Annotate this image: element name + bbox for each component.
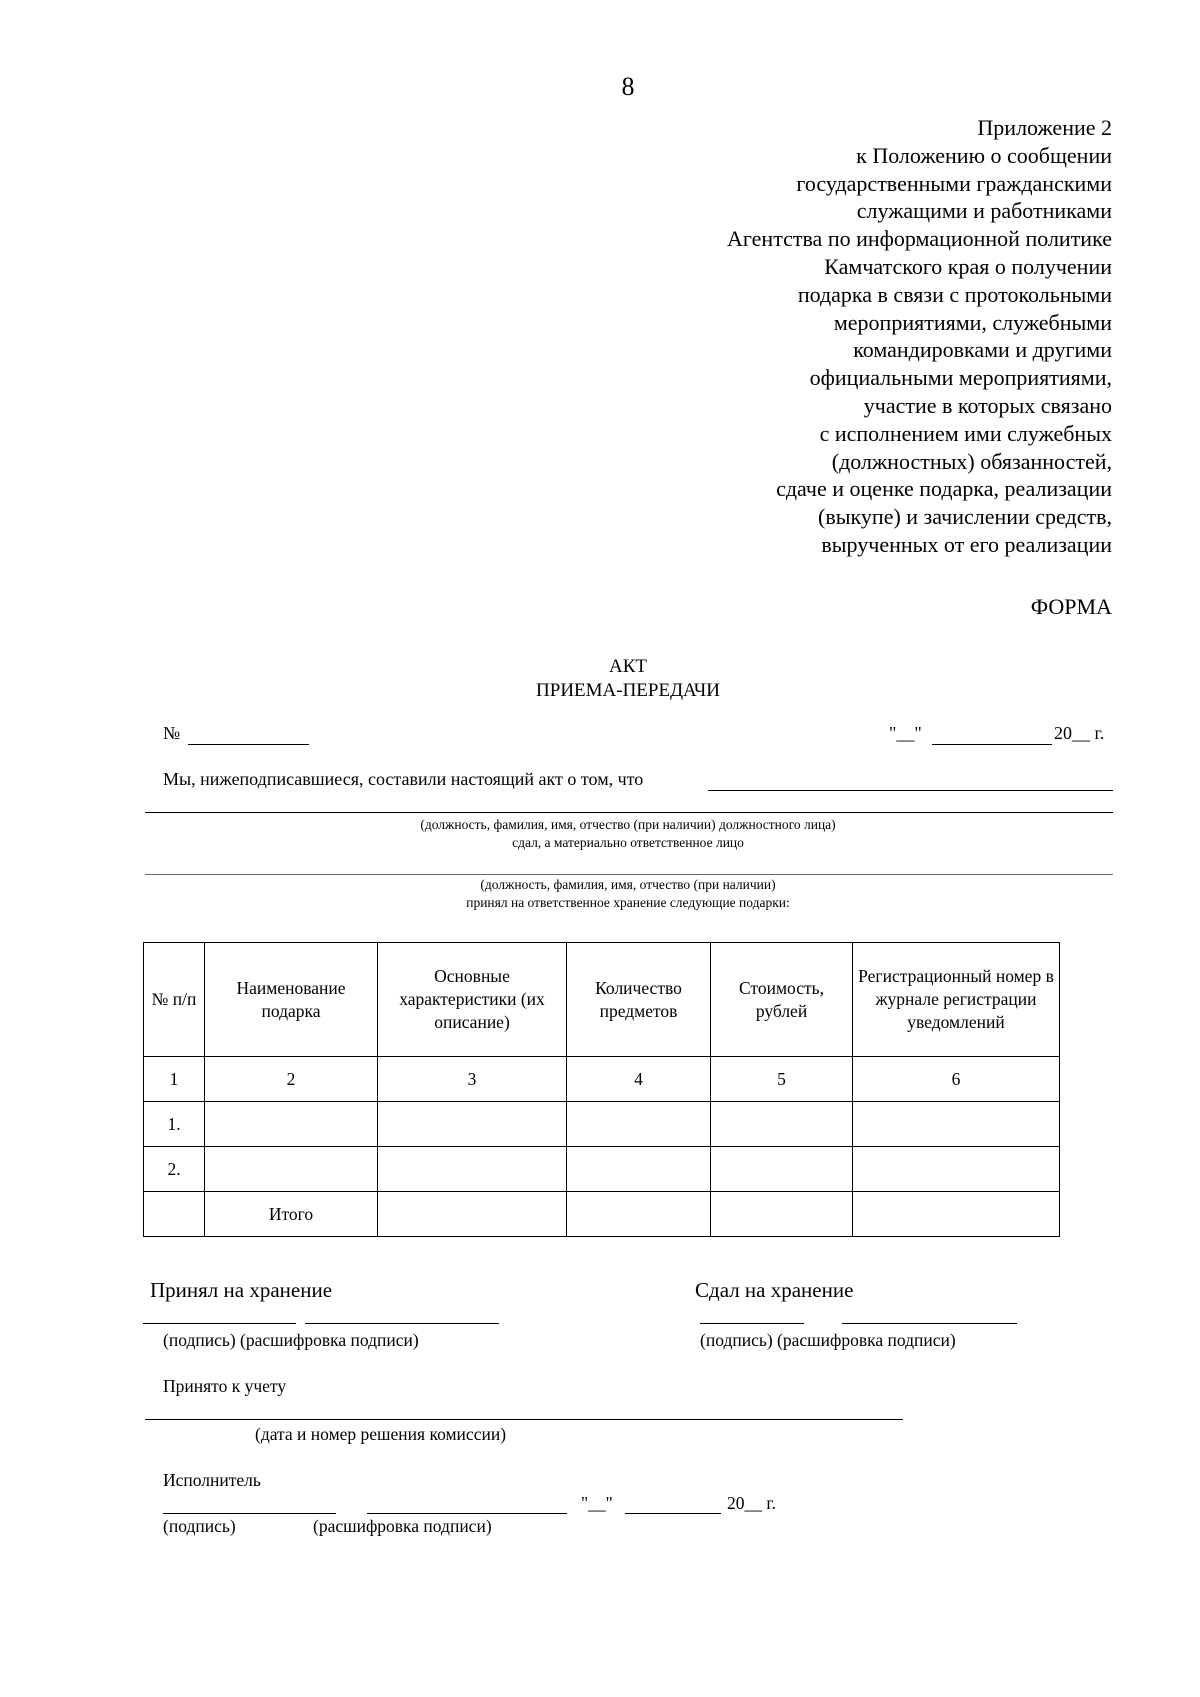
registered-field[interactable] [145,1419,903,1420]
header-quantity: Количество предметов [567,943,711,1057]
table-cell[interactable] [711,1102,853,1147]
responsible-field[interactable] [145,874,1113,875]
handed-caption: (подпись) (расшифровка подписи) [700,1330,956,1350]
column-number-cell: 1 [144,1057,205,1102]
appendix-line: (должностных) обязанностей, [831,448,1112,474]
act-number-field[interactable] [188,744,309,745]
total-label: Итого [205,1192,378,1237]
act-intro-field[interactable] [708,790,1113,791]
header-cost: Стоимость, рублей [711,943,853,1057]
table-cell[interactable] [711,1147,853,1192]
executor-label: Исполнитель [163,1470,261,1490]
appendix-line: подарка в связи с протокольными [797,281,1112,307]
act-date-day: "__" [889,723,922,743]
caption-accepted: принял на ответственное хранение следующие подарки: [466,895,790,910]
executor-date-year: 20__ г. [727,1493,776,1513]
act-intro-text: Мы, нижеподписавшиеся, составили настоящий акт о том, что [163,769,644,789]
table-row [144,1147,1060,1192]
executor-caption-name: (расшифровка подписи) [313,1516,492,1536]
table-cell[interactable] [144,1192,205,1237]
appendix-line: официальными мероприятиями, [809,365,1112,391]
handed-label: Сдал на хранение [695,1278,854,1302]
executor-date-month-field[interactable] [625,1513,721,1514]
table-cell[interactable] [711,1192,853,1237]
table-cell[interactable] [853,1102,1060,1147]
accepted-label: Принял на хранение [150,1278,333,1302]
appendix-line: (выкупе) и зачислении средств, [818,504,1112,530]
table-cell[interactable] [853,1192,1060,1237]
handed-name-field[interactable] [842,1323,1017,1324]
page-number: 8 [621,72,635,101]
registered-label: Принято к учету [163,1376,287,1396]
table-row [144,1102,1060,1147]
table-cell[interactable] [378,1102,567,1147]
act-title [0,655,1200,703]
table-cell[interactable] [567,1192,711,1237]
act-date-month-field[interactable] [932,744,1052,745]
executor-name-field[interactable] [367,1513,567,1514]
act-title-line-1: АКТ [609,656,647,677]
caption-official: (должность, фамилия, имя, отчество (при наличии) должностного лица) [420,817,836,832]
appendix-line: Камчатского края о получении [824,253,1112,279]
appendix-line: с исполнением ими служебных [819,420,1112,446]
accepted-name-field[interactable] [305,1323,499,1324]
form-label: ФОРМА [1030,594,1112,619]
table-cell[interactable] [567,1147,711,1192]
table-cell[interactable] [378,1147,567,1192]
table-header-row [144,943,1060,1057]
executor-caption-sign: (подпись) [163,1516,236,1536]
act-number-sign: № [163,723,181,743]
table-cell[interactable]: 1. [144,1102,205,1147]
table-cell[interactable] [567,1102,711,1147]
table-cell[interactable]: 2. [144,1147,205,1192]
accepted-signature-field[interactable] [143,1323,296,1324]
column-number-cell: 3 [378,1057,567,1102]
column-number-cell: 6 [853,1057,1060,1102]
gifts-table [143,942,1060,1237]
appendix-line: командировками и другими [853,337,1112,363]
handed-signature-field[interactable] [700,1323,804,1324]
header-characteristics: Основные характеристики (их описание) [378,943,567,1057]
table-column-numbers-row [144,1057,1060,1102]
appendix-reference [727,114,1112,559]
column-number-cell: 5 [711,1057,853,1102]
column-number-cell: 4 [567,1057,711,1102]
header-number: № п/п [144,943,205,1057]
table-total-row [144,1192,1060,1237]
executor-date-day: "__" [581,1493,613,1513]
caption-responsible: (должность, фамилия, имя, отчество (при наличии) [480,877,776,892]
appendix-line: сдаче и оценке подарка, реализации [776,476,1112,502]
table-cell[interactable] [378,1192,567,1237]
caption-handed: сдал, а материально ответственное лицо [512,835,744,850]
act-title-line-2: ПРИЕМА-ПЕРЕДАЧИ [536,680,720,701]
appendix-line: Агентства по информационной политике [727,226,1112,252]
appendix-line: государственными гражданскими [796,170,1112,196]
appendix-line: к Положению о сообщении [856,142,1112,168]
appendix-line: вырученных от его реализации [821,531,1112,557]
table-cell[interactable] [205,1147,378,1192]
header-gift-name: Наименование подарка [205,943,378,1057]
appendix-line: мероприятиями, служебными [833,309,1112,335]
appendix-line: служащими и работниками [856,198,1112,224]
act-date-year: 20__ г. [1054,723,1105,743]
appendix-line: Приложение 2 [977,115,1112,140]
official-field[interactable] [145,812,1113,813]
appendix-line: участие в которых связано [863,392,1112,418]
table-cell[interactable] [205,1102,378,1147]
accepted-caption: (подпись) (расшифровка подписи) [163,1330,419,1350]
table-cell[interactable] [853,1147,1060,1192]
executor-signature-field[interactable] [163,1513,336,1514]
column-number-cell: 2 [205,1057,378,1102]
header-registration-number: Регистрационный номер в журнале регистрации уведомлений [853,943,1060,1057]
registered-caption: (дата и номер решения комиссии) [255,1424,507,1444]
